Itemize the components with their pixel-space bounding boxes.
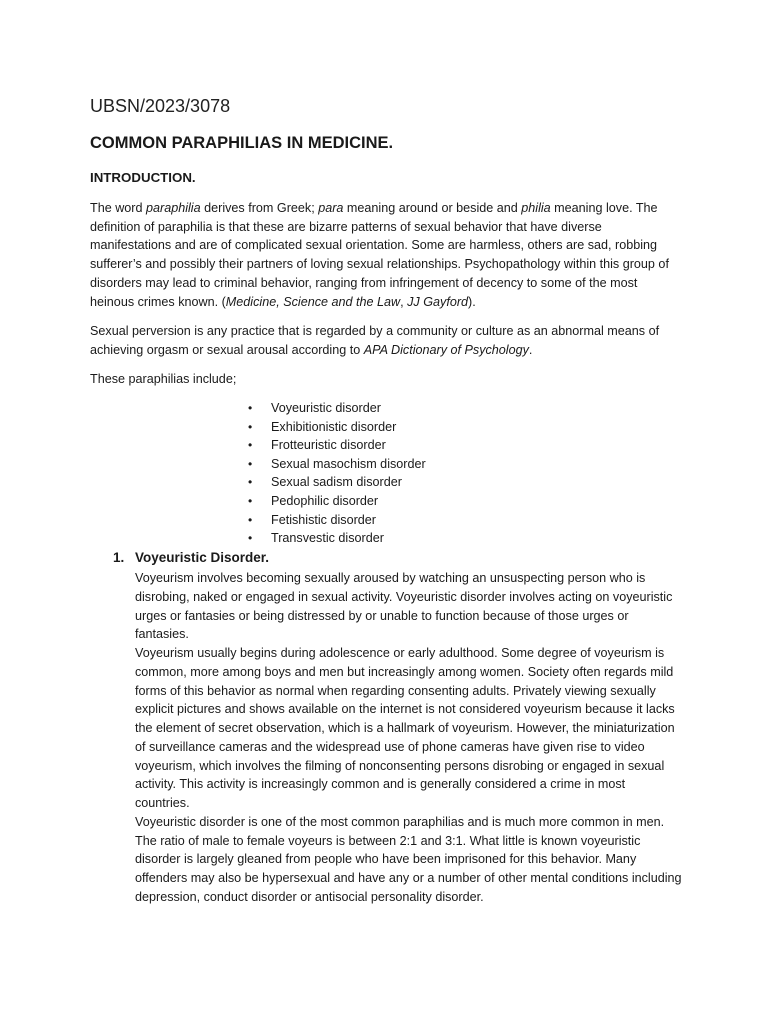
intro-paragraph xyxy=(90,199,682,311)
italic-term: philia xyxy=(521,201,551,215)
list-item-label: Sexual masochism disorder xyxy=(271,456,426,471)
bullet-icon: • xyxy=(248,456,253,471)
bullet-icon: • xyxy=(248,493,253,508)
citation-source: APA Dictionary of Psychology xyxy=(363,342,529,357)
list-item-label: Sexual sadism disorder xyxy=(271,475,402,490)
list-item xyxy=(248,399,426,418)
text-span: meaning around or beside and xyxy=(343,201,522,215)
list-item-label: Voyeuristic disorder xyxy=(271,401,381,415)
bullet-icon: • xyxy=(248,475,253,490)
italic-term: paraphilia xyxy=(146,201,201,215)
paraphilia-list xyxy=(248,399,426,548)
list-item xyxy=(248,455,426,474)
section-paragraph: Voyeurism usually begins during adolescence or early adulthood. Some degree of voyeurism is common, more among boys and men but increasingly among women. Society often regards mild forms of this behavior as normal when regarding consenting adults. Privately viewing sexually explicit pictures and shows available on the internet is not considered voyeurism because it lacks the element of secret observation, which is a hallmark of voyeurism. However, the miniaturization of surveillance cameras and the widespread use of phone cameras have given rise to video voyeurism, which involves the filming of nonconsenting persons disrobing or engaged in sexual activity. This activity is increasingly common and is generally considered a crime in most countries. xyxy=(135,646,675,810)
list-item-label: Frotteuristic disorder xyxy=(271,438,386,453)
text-span: meaning love. The definition of paraphilia is that these are bizarre patterns of sexual behavior that have diverse manifestations and are of complicated sexual orientation. Some are harmless, others are sad, robbing sufferer’s and possibly their partners of loving sexual relationships. Psychopathology within this group of disorders may lead to criminal behavior, ranging from infringement of decency to some of the most heinous crimes known. ( xyxy=(90,201,669,309)
bullet-icon: • xyxy=(248,401,253,415)
text-span: ). xyxy=(468,294,476,309)
text-span: , xyxy=(400,294,408,309)
citation-author: JJ Gayford xyxy=(407,294,469,309)
text-span: . xyxy=(528,342,533,357)
list-item-label: Pedophilic disorder xyxy=(271,493,379,508)
section-body xyxy=(135,569,683,907)
list-item xyxy=(248,436,426,455)
text-span: derives from Greek; xyxy=(200,201,319,215)
page-title: COMMON PARAPHILIAS IN MEDICINE. xyxy=(90,134,394,152)
list-intro-paragraph: These paraphilias include; xyxy=(90,372,237,386)
intro-heading: INTRODUCTION. xyxy=(90,170,196,185)
section-paragraph: Voyeuristic disorder is one of the most common paraphilias and is much more common in men. The ratio of male to female voyeurs is between 2:1 and 3:1. What little is known voyeuristic disorder is largely gleaned from people who have been imprisoned for this behavior. Many offenders may also be hypersexual and have any or a number of other mental conditions including depression, conduct disorder or antisocial personality disorder. xyxy=(135,814,682,904)
italic-term: para xyxy=(318,201,344,215)
bullet-icon: • xyxy=(248,438,253,453)
bullet-icon: • xyxy=(248,531,253,546)
section-paragraph: Voyeurism involves becoming sexually aroused by watching an unsuspecting person who is disrobing, naked or engaged in sexual activity. Voyeuristic disorder involves acting on voyeuristic urges or fantasies or being distressed by or unable to function because of those urges or fantasies. xyxy=(135,571,673,642)
list-item xyxy=(248,511,426,530)
list-item xyxy=(248,418,426,437)
list-item-label: Transvestic disorder xyxy=(271,531,384,546)
list-item-label: Fetishistic disorder xyxy=(271,512,376,527)
bullet-icon: • xyxy=(248,512,253,527)
list-item xyxy=(248,529,426,548)
definition-paragraph xyxy=(90,322,682,359)
section-heading xyxy=(113,550,269,565)
text-span: The word xyxy=(90,201,146,215)
document-id: UBSN/2023/3078 xyxy=(90,96,231,116)
list-item xyxy=(248,473,426,492)
section-number: 1. xyxy=(113,550,125,565)
bullet-icon: • xyxy=(248,419,253,434)
text-span: Sexual perversion is any practice that is regarded by a community or culture as an abnormal means of achieving orgasm or sexual arousal according to xyxy=(90,324,660,357)
section-title: Voyeuristic Disorder. xyxy=(135,550,270,565)
list-item xyxy=(248,492,426,511)
citation-source: Medicine, Science and the Law xyxy=(225,294,401,309)
list-item-label: Exhibitionistic disorder xyxy=(271,419,397,434)
